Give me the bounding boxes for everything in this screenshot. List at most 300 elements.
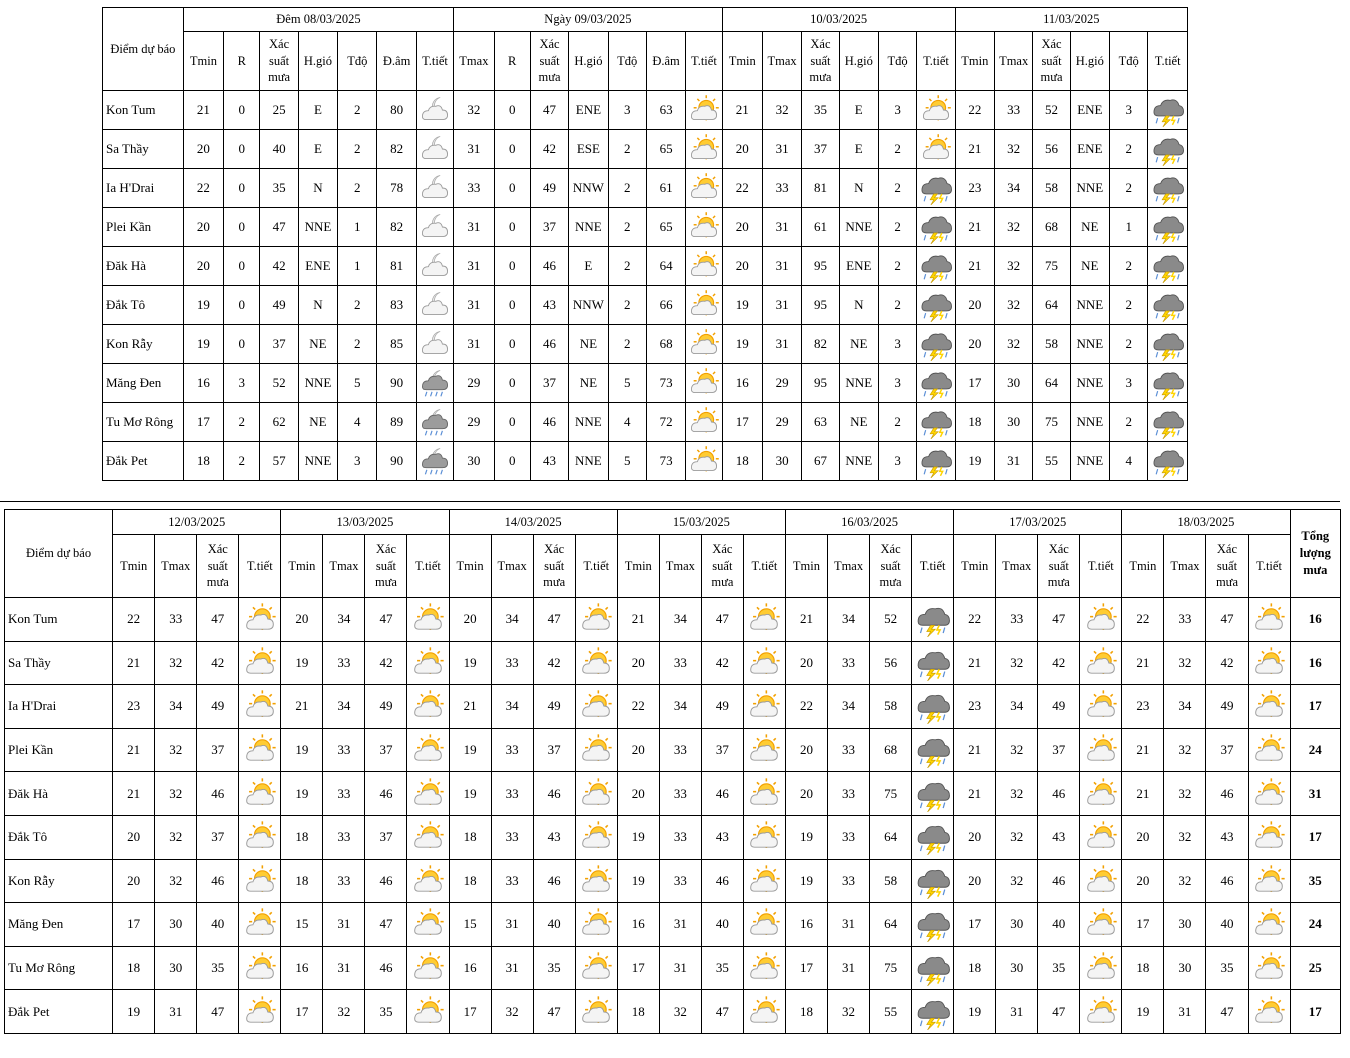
weather-cell <box>407 903 449 947</box>
night-cloudy-icon <box>417 288 453 322</box>
sun-cloud-icon <box>239 645 280 681</box>
value-tmax: 33 <box>1164 598 1206 642</box>
value-tmin: 17 <box>113 903 155 947</box>
value-tmax: 30 <box>995 364 1033 403</box>
weather-cell <box>407 772 449 816</box>
column-header-d-am: Đ.âm <box>646 32 685 91</box>
value-tmin: 19 <box>183 325 223 364</box>
column-header-h-gio: H.gió <box>1070 32 1109 91</box>
value-tmax: 32 <box>995 325 1033 364</box>
value-tdo: 3 <box>608 91 646 130</box>
value-d-am: 78 <box>377 169 416 208</box>
value-h-gio: ESE <box>569 130 608 169</box>
value-h-gio: ENE <box>569 91 608 130</box>
value-xac-suat-mua: 46 <box>365 946 407 990</box>
value-r: 0 <box>494 208 530 247</box>
value-h-gio: NE <box>298 403 337 442</box>
weather-cell <box>407 685 449 729</box>
weather-cell <box>912 946 954 990</box>
value-tmin: 17 <box>722 403 762 442</box>
value-tmax: 31 <box>828 903 870 947</box>
value-tmax: 32 <box>1164 641 1206 685</box>
column-header-t-tiet: T.tiết <box>917 32 955 91</box>
value-d-am: 90 <box>377 364 416 403</box>
value-tmax: 34 <box>155 685 197 729</box>
sun-cloud-icon <box>1080 776 1121 812</box>
value-xac-suat-mua: 37 <box>802 130 839 169</box>
value-tmax: 33 <box>659 641 701 685</box>
sun-cloud-icon <box>1080 732 1121 768</box>
value-tmax: 31 <box>828 946 870 990</box>
sun-cloud-icon <box>239 906 280 942</box>
value-tmax: 31 <box>762 247 801 286</box>
thunderstorm-icon <box>917 249 954 283</box>
location-name: Đăk Hà <box>103 247 184 286</box>
value-tmin: 20 <box>617 641 659 685</box>
value-xac-suat-mua: 47 <box>197 598 239 642</box>
value-xac-suat-mua: 35 <box>701 946 743 990</box>
location-name: Măng Đen <box>5 903 113 947</box>
weather-cell <box>912 772 954 816</box>
value-tdo: 5 <box>608 442 646 481</box>
value-tmin: 21 <box>954 728 996 772</box>
sun-cloud-icon <box>576 601 617 637</box>
value-xac-suat-mua: 40 <box>197 903 239 947</box>
column-header-tmin: Tmin <box>955 32 994 91</box>
value-tmin: 16 <box>183 364 223 403</box>
column-header-xac-suat-mua: Xác suất mưa <box>870 535 912 598</box>
value-h-gio: NNE <box>1070 169 1109 208</box>
weather-cell <box>912 598 954 642</box>
value-tmax: 29 <box>762 403 801 442</box>
sun-cloud-icon <box>1249 819 1290 855</box>
sun-cloud-icon <box>407 732 448 768</box>
table-row <box>5 598 1341 642</box>
column-header-xac-suat-mua: Xác suất mưa <box>701 535 743 598</box>
value-tmin: 19 <box>281 641 323 685</box>
value-tmax: 31 <box>491 946 533 990</box>
value-xac-suat-mua: 37 <box>1206 728 1248 772</box>
weather-cell <box>575 772 617 816</box>
value-tmax: 33 <box>828 641 870 685</box>
value-tdo: 3 <box>878 442 916 481</box>
total-rain-value: 16 <box>1290 641 1340 685</box>
value-tmin: 17 <box>1122 903 1164 947</box>
value-xac-suat-mua: 75 <box>1033 247 1070 286</box>
weather-cell <box>416 208 453 247</box>
value-tmin: 21 <box>722 91 762 130</box>
column-header-xac-suat-mua: Xác suất mưa <box>802 32 839 91</box>
date-group-header: 11/03/2025 <box>955 8 1187 32</box>
weather-cell <box>416 286 453 325</box>
value-r: 0 <box>224 286 260 325</box>
value-xac-suat-mua: 47 <box>1038 598 1080 642</box>
sun-cloud-icon <box>686 405 721 439</box>
value-tdo: 2 <box>608 169 646 208</box>
value-tmin: 18 <box>183 442 223 481</box>
value-d-am: 65 <box>646 208 685 247</box>
value-tdo: 5 <box>338 364 377 403</box>
value-tmin: 23 <box>1122 685 1164 729</box>
value-xac-suat-mua: 64 <box>870 903 912 947</box>
column-header-xac-suat-mua: Xác suất mưa <box>533 535 575 598</box>
value-h-gio: NE <box>569 325 608 364</box>
value-xac-suat-mua: 49 <box>701 685 743 729</box>
table-row <box>103 247 1188 286</box>
sun-cloud-icon <box>1080 688 1121 724</box>
value-xac-suat-mua: 46 <box>701 859 743 903</box>
value-xac-suat-mua: 37 <box>365 815 407 859</box>
value-tmin: 21 <box>1122 641 1164 685</box>
column-header-tmax: Tmax <box>828 535 870 598</box>
column-header-tdo: Tđộ <box>1110 32 1148 91</box>
value-tmin: 16 <box>722 364 762 403</box>
location-name: Măng Đen <box>103 364 184 403</box>
value-tdo: 3 <box>1110 91 1148 130</box>
night-cloudy-icon <box>417 171 453 205</box>
column-header-tmax: Tmax <box>762 32 801 91</box>
thunderstorm-icon <box>917 405 954 439</box>
value-tmax: 31 <box>323 946 365 990</box>
night-cloudy-icon <box>417 93 453 127</box>
value-tmax: 33 <box>454 169 494 208</box>
value-xac-suat-mua: 35 <box>802 91 839 130</box>
value-tmin: 16 <box>449 946 491 990</box>
value-tmax: 33 <box>155 598 197 642</box>
weather-cell <box>743 598 785 642</box>
sun-cloud-icon <box>576 906 617 942</box>
value-xac-suat-mua: 42 <box>197 641 239 685</box>
thunderstorm-icon <box>1148 288 1187 322</box>
column-header-t-tiet: T.tiết <box>239 535 281 598</box>
value-tmax: 31 <box>323 903 365 947</box>
value-tmax: 34 <box>995 169 1033 208</box>
sun-cloud-icon <box>686 444 721 478</box>
value-tmax: 30 <box>762 442 801 481</box>
column-header-xac-suat-mua: Xác suất mưa <box>365 535 407 598</box>
weather-cell <box>917 208 955 247</box>
column-header-h-gio: H.gió <box>298 32 337 91</box>
weather-cell <box>912 990 954 1034</box>
weather-cell <box>239 859 281 903</box>
weather-cell <box>239 946 281 990</box>
sun-cloud-icon <box>576 776 617 812</box>
value-tmin: 18 <box>785 990 827 1034</box>
value-tmin: 22 <box>954 598 996 642</box>
weather-cell <box>686 286 722 325</box>
date-group-header: 16/03/2025 <box>785 510 953 535</box>
value-r: 0 <box>494 442 530 481</box>
weather-cell <box>912 685 954 729</box>
value-xac-suat-mua: 43 <box>1038 815 1080 859</box>
value-tmin: 17 <box>617 946 659 990</box>
value-tdo: 2 <box>878 130 916 169</box>
column-header-tmin: Tmin <box>617 535 659 598</box>
weather-cell <box>1080 990 1122 1034</box>
value-d-am: 73 <box>646 442 685 481</box>
value-tmin: 20 <box>722 247 762 286</box>
weather-cell <box>686 130 722 169</box>
sun-cloud-icon <box>744 645 785 681</box>
value-tmax: 32 <box>996 728 1038 772</box>
weather-cell <box>1080 728 1122 772</box>
weather-cell <box>1248 815 1290 859</box>
value-tmax: 30 <box>996 903 1038 947</box>
value-xac-suat-mua: 46 <box>1206 859 1248 903</box>
column-header-tmax: Tmax <box>996 535 1038 598</box>
value-tmax: 30 <box>995 403 1033 442</box>
value-tmin: 21 <box>954 772 996 816</box>
sun-cloud-icon <box>239 863 280 899</box>
thunderstorm-icon <box>917 366 954 400</box>
weather-cell <box>407 598 449 642</box>
column-header-t-tiet: T.tiết <box>1248 535 1290 598</box>
sun-cloud-icon <box>1080 863 1121 899</box>
value-xac-suat-mua: 46 <box>530 325 568 364</box>
weather-cell <box>407 946 449 990</box>
value-tdo: 1 <box>1110 208 1148 247</box>
value-tmin: 21 <box>183 91 223 130</box>
value-tmin: 19 <box>954 990 996 1034</box>
value-tmin: 19 <box>449 641 491 685</box>
value-tmax: 32 <box>996 859 1038 903</box>
sun-cloud-icon <box>1080 994 1121 1030</box>
value-tdo: 2 <box>338 169 377 208</box>
value-tmax: 29 <box>762 364 801 403</box>
value-h-gio: N <box>839 169 878 208</box>
value-xac-suat-mua: 49 <box>533 685 575 729</box>
value-tmin: 17 <box>785 946 827 990</box>
thunderstorm-icon <box>1148 171 1187 205</box>
value-tmax: 33 <box>323 641 365 685</box>
value-tmax: 31 <box>659 946 701 990</box>
sun-cloud-icon <box>239 819 280 855</box>
column-header-t-tiet: T.tiết <box>407 535 449 598</box>
value-tmin: 20 <box>183 130 223 169</box>
weather-cell <box>1148 286 1188 325</box>
value-tmin: 18 <box>722 442 762 481</box>
value-tmin: 19 <box>722 286 762 325</box>
value-xac-suat-mua: 47 <box>1038 990 1080 1034</box>
value-tmax: 32 <box>1164 728 1206 772</box>
value-tmax: 33 <box>491 859 533 903</box>
location-header: Điểm dự báo <box>5 510 113 598</box>
weather-cell <box>1080 815 1122 859</box>
value-tmin: 19 <box>722 325 762 364</box>
sun-cloud-icon <box>239 950 280 986</box>
value-tdo: 5 <box>608 364 646 403</box>
value-h-gio: E <box>569 247 608 286</box>
value-xac-suat-mua: 82 <box>802 325 839 364</box>
value-r: 0 <box>494 91 530 130</box>
location-name: Kon Tum <box>5 598 113 642</box>
weather-cell <box>407 728 449 772</box>
sun-cloud-icon <box>1249 732 1290 768</box>
value-tmin: 23 <box>955 169 994 208</box>
value-xac-suat-mua: 67 <box>802 442 839 481</box>
table-row <box>5 903 1341 947</box>
value-tmax: 30 <box>1164 946 1206 990</box>
sun-cloud-icon <box>576 645 617 681</box>
value-xac-suat-mua: 43 <box>701 815 743 859</box>
value-xac-suat-mua: 40 <box>701 903 743 947</box>
value-tmin: 21 <box>785 598 827 642</box>
weather-cell <box>1080 685 1122 729</box>
value-tmin: 20 <box>955 286 994 325</box>
value-xac-suat-mua: 40 <box>533 903 575 947</box>
date-group-header: 18/03/2025 <box>1122 510 1290 535</box>
value-d-am: 83 <box>377 286 416 325</box>
value-d-am: 89 <box>377 403 416 442</box>
value-r: 0 <box>224 91 260 130</box>
value-tmin: 16 <box>785 903 827 947</box>
table-row <box>5 815 1341 859</box>
value-tdo: 4 <box>1110 442 1148 481</box>
column-header-tmax: Tmax <box>155 535 197 598</box>
value-tdo: 2 <box>338 130 377 169</box>
thunderstorm-icon <box>912 601 953 637</box>
value-xac-suat-mua: 47 <box>1206 598 1248 642</box>
sun-cloud-icon <box>1080 819 1121 855</box>
value-tmin: 19 <box>449 728 491 772</box>
value-tmin: 21 <box>955 208 994 247</box>
value-tmax: 31 <box>454 247 494 286</box>
value-xac-suat-mua: 47 <box>260 208 298 247</box>
value-xac-suat-mua: 58 <box>870 685 912 729</box>
value-xac-suat-mua: 68 <box>870 728 912 772</box>
thunderstorm-icon <box>912 776 953 812</box>
date-group-header: 14/03/2025 <box>449 510 617 535</box>
weather-cell <box>917 169 955 208</box>
weather-cell <box>743 772 785 816</box>
column-header-tmax: Tmax <box>995 32 1033 91</box>
value-h-gio: E <box>298 91 337 130</box>
value-tdo: 2 <box>1110 403 1148 442</box>
value-h-gio: NNE <box>569 208 608 247</box>
column-header-tmin: Tmin <box>281 535 323 598</box>
value-tmin: 21 <box>281 685 323 729</box>
weather-cell <box>407 859 449 903</box>
value-tmin: 22 <box>722 169 762 208</box>
value-tdo: 2 <box>608 286 646 325</box>
value-xac-suat-mua: 56 <box>870 641 912 685</box>
weather-cell <box>917 247 955 286</box>
value-tmin: 20 <box>722 208 762 247</box>
location-name: Kon Rẫy <box>103 325 184 364</box>
weather-cell <box>575 685 617 729</box>
value-tmax: 32 <box>995 130 1033 169</box>
weather-cell <box>1080 772 1122 816</box>
value-xac-suat-mua: 64 <box>1033 364 1070 403</box>
weather-cell <box>1080 598 1122 642</box>
value-tmax: 33 <box>762 169 801 208</box>
value-xac-suat-mua: 47 <box>533 598 575 642</box>
value-tmin: 20 <box>785 772 827 816</box>
weather-cell <box>407 641 449 685</box>
sun-cloud-icon <box>744 994 785 1030</box>
value-d-am: 68 <box>646 325 685 364</box>
value-tmin: 20 <box>1122 859 1164 903</box>
sun-cloud-icon <box>686 327 721 361</box>
value-tmax: 32 <box>155 641 197 685</box>
value-xac-suat-mua: 49 <box>1206 685 1248 729</box>
value-tdo: 2 <box>1110 325 1148 364</box>
weather-cell <box>1248 641 1290 685</box>
weather-cell <box>1148 403 1188 442</box>
value-h-gio: NNE <box>839 442 878 481</box>
weather-cell <box>1148 169 1188 208</box>
value-tmin: 22 <box>1122 598 1164 642</box>
night-rain-icon <box>417 366 453 400</box>
value-tmin: 20 <box>281 598 323 642</box>
thunderstorm-icon <box>912 688 953 724</box>
value-r: 0 <box>224 325 260 364</box>
sun-cloud-icon <box>1080 906 1121 942</box>
column-header-tdo: Tđộ <box>608 32 646 91</box>
value-xac-suat-mua: 47 <box>701 598 743 642</box>
value-d-am: 66 <box>646 286 685 325</box>
value-tmax: 32 <box>996 641 1038 685</box>
sun-cloud-icon <box>239 601 280 637</box>
column-header-tmin: Tmin <box>183 32 223 91</box>
value-tmin: 18 <box>954 946 996 990</box>
location-header: Điểm dự báo <box>103 8 184 91</box>
value-tmin: 22 <box>183 169 223 208</box>
value-tdo: 2 <box>1110 247 1148 286</box>
value-tmin: 20 <box>785 728 827 772</box>
column-header-xac-suat-mua: Xác suất mưa <box>1206 535 1248 598</box>
value-xac-suat-mua: 47 <box>197 990 239 1034</box>
value-tdo: 2 <box>878 169 916 208</box>
value-h-gio: NNE <box>839 364 878 403</box>
weather-cell <box>239 903 281 947</box>
value-xac-suat-mua: 49 <box>197 685 239 729</box>
thunderstorm-icon <box>912 819 953 855</box>
value-tmax: 32 <box>996 772 1038 816</box>
location-name: Ia H'Drai <box>5 685 113 729</box>
value-tdo: 3 <box>878 325 916 364</box>
value-tmin: 19 <box>617 859 659 903</box>
value-tmax: 29 <box>454 364 494 403</box>
value-xac-suat-mua: 42 <box>530 130 568 169</box>
column-header-tmin: Tmin <box>954 535 996 598</box>
value-h-gio: NNW <box>569 286 608 325</box>
value-tmax: 32 <box>454 91 494 130</box>
column-header-xac-suat-mua: Xác suất mưa <box>530 32 568 91</box>
sun-cloud-icon <box>1080 645 1121 681</box>
value-tmin: 20 <box>113 815 155 859</box>
value-tmin: 19 <box>281 728 323 772</box>
value-d-am: 81 <box>377 247 416 286</box>
table-row <box>103 442 1188 481</box>
weather-cell <box>239 598 281 642</box>
value-tmax: 29 <box>454 403 494 442</box>
weather-cell <box>743 859 785 903</box>
column-header-xac-suat-mua: Xác suất mưa <box>197 535 239 598</box>
value-xac-suat-mua: 47 <box>701 990 743 1034</box>
value-xac-suat-mua: 46 <box>1038 772 1080 816</box>
value-tmax: 33 <box>659 728 701 772</box>
value-tmin: 17 <box>183 403 223 442</box>
value-xac-suat-mua: 35 <box>1206 946 1248 990</box>
value-tmax: 33 <box>828 772 870 816</box>
value-xac-suat-mua: 37 <box>197 728 239 772</box>
value-xac-suat-mua: 95 <box>802 364 839 403</box>
column-header-tmax: Tmax <box>491 535 533 598</box>
weather-cell <box>1248 859 1290 903</box>
weather-cell <box>686 247 722 286</box>
location-name: Đắk Tô <box>103 286 184 325</box>
